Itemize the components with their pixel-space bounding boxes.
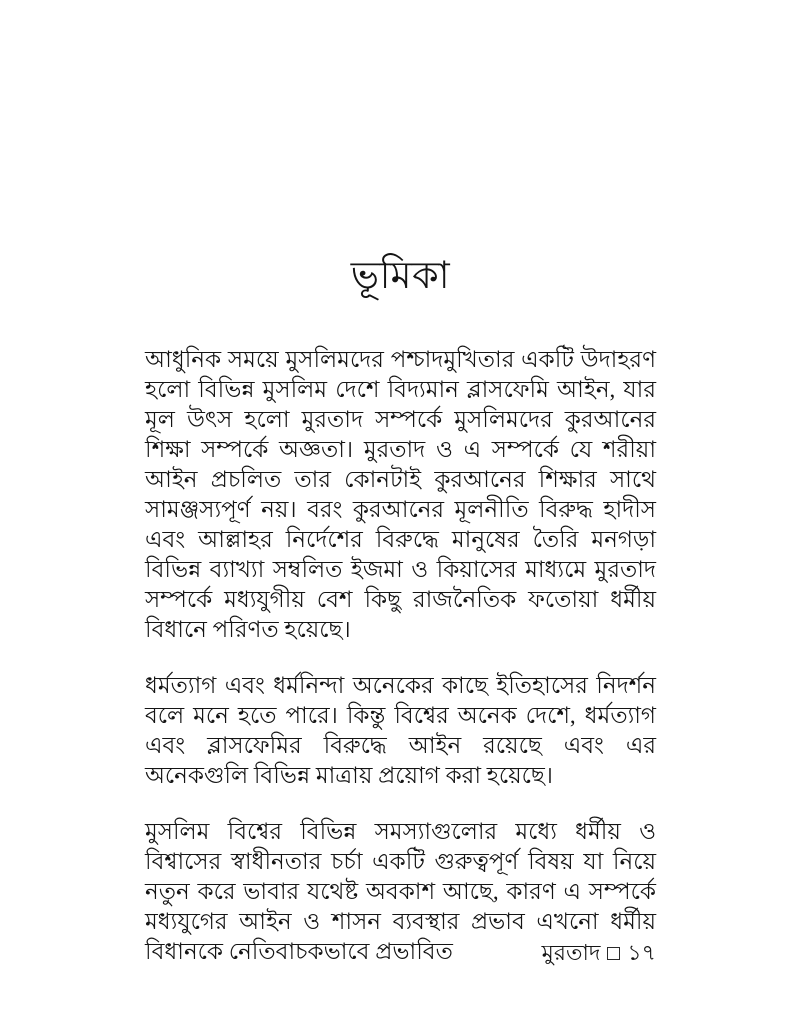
paragraph: মুসলিম বিশ্বের বিভিন্ন সমস্যাগুলোর মধ্যে ধর্মীয় ও বিশ্বাসের স্বাধীনতার চর্চা একটি গুরুত্বপূর্ণ বিষয় যা নিয়ে নতুন করে ভাবার যথেষ্ট অবকাশ আছে, কারণ এ সম্পর্কে মধ্যযুগের আইন ও শাসন ব্যবস্থার প্রভাব এখনো ধর্মীয় বিধানকে নেতিবাচকভাবে প্রভাবিত [145,819,656,965]
chapter-title: ভূমিকা [350,255,451,297]
footer-page-number: ১৭ [627,940,656,965]
paragraph: ধর্মত্যাগ এবং ধর্মনিন্দা অনেকের কাছে ইতিহাসের নিদর্শন বলে মনে হতে পারে। কিন্তু বিশ্বের অনেক দেশে, ধর্মত্যাগ এবং ব্লাসফেমির বিরুদ্ধে আইন রয়েছে এবং এর অনেকগুলি বিভিন্ন মাত্রায় প্রয়োগ করা হয়েছে। [145,673,656,789]
page-footer [145,938,656,968]
body-text [145,345,656,967]
paragraph: আধুনিক সময়ে মুসলিমদের পশ্চাদমুখিতার একটি উদাহরণ হলো বিভিন্ন মুসলিম দেশে বিদ্যমান ব্লাসফেমি আইন, যার মূল উৎস হলো মুরতাদ সম্পর্কে মুসলিমদের কুরআনের শিক্ষা সম্পর্কে অজ্ঞতা। মুরতাদ ও এ সম্পর্কে যে শরীয়া আইন প্রচলিত তার কোনটাই কুরআনের শিক্ষার সাথে সামঞ্জস্যপূর্ণ নয়। বরং কুরআনের মূলনীতি বিরুদ্ধ হাদীস এবং আল্লাহর নির্দেশের বিরুদ্ধে মানুষের তৈরি মনগড়া বিভিন্ন ব্যাখ্যা সম্বলিত ইজমা ও কিয়াসের মাধ্যমে মুরতাদ সম্পর্কে মধ্যযুগীয় বেশ কিছু রাজনৈতিক ফতোয়া ধর্মীয় বিধানে পরিণত হয়েছে। [145,347,656,643]
footer-book-title: মুরতাদ [541,940,601,965]
text-column [145,0,656,993]
white-square-icon [607,947,620,960]
